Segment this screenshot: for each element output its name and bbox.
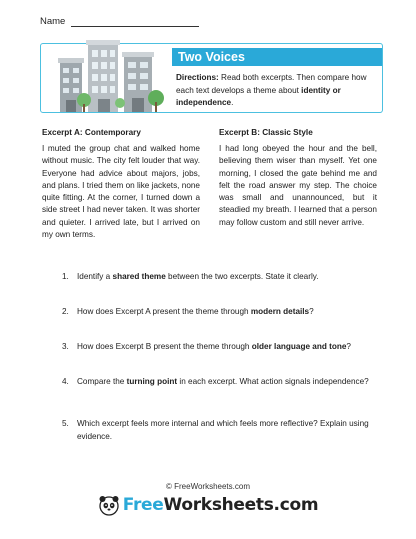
excerpt-a-text: I muted the group chat and walked home without music. The city felt louder that way. Everyone had advice about majors, jobs, and plans. I tried them on like jackets, none quite fitting. At the corner, I turned down a side street I had never taken. It was shorter and quieter. I arrived late, but I arrived on my own terms. bbox=[42, 144, 200, 240]
directions-bold-identity: identity bbox=[301, 85, 331, 95]
directions-text: Read both excerpts. Then compare how each text develops a theme about bbox=[176, 73, 367, 95]
directions-label: Directions: bbox=[176, 73, 219, 82]
question-number: 3. bbox=[62, 342, 69, 351]
question-number: 1. bbox=[62, 272, 69, 281]
excerpt-b-text: I had long obeyed the hour and the bell, believing them wiser than myself. Yet one morning, I closed the gate behind me and felt the road answer my step. The choice was small and unannounced, but it steadied my breath. I learned that a person may follow custom and still never arrive. bbox=[219, 144, 377, 227]
footer-logo bbox=[0, 494, 416, 516]
directions: Directions: Read both excerpts. Then compare how each text develops a theme about identity or independence. bbox=[176, 73, 367, 107]
name-line[interactable] bbox=[71, 17, 199, 27]
question-text: Identify a shared theme between the two excerpts. State it clearly. bbox=[77, 272, 319, 281]
panda-logo-icon bbox=[98, 494, 120, 516]
question-text: Compare the turning point in each excerpt. What action signals independence? bbox=[77, 377, 369, 386]
site-logo-text: FreeWorksheets.com bbox=[122, 495, 319, 515]
excerpt-a-heading: Excerpt A: Contemporary bbox=[42, 128, 141, 137]
question-number: 2. bbox=[62, 307, 69, 316]
name-label: Name bbox=[40, 16, 66, 27]
question-2 bbox=[62, 306, 384, 319]
question-number: 5. bbox=[62, 419, 69, 428]
question-1 bbox=[62, 271, 384, 284]
name-row bbox=[40, 16, 199, 27]
directions-bold-independence: or independence bbox=[176, 85, 341, 107]
footer-url[interactable]: © FreeWorksheets.com bbox=[166, 482, 250, 491]
excerpt-b-heading: Excerpt B: Classic Style bbox=[219, 128, 313, 137]
question-text: How does Excerpt B present the theme through older language and tone? bbox=[77, 342, 351, 351]
question-5 bbox=[62, 418, 384, 443]
question-number: 4. bbox=[62, 377, 69, 386]
question-4 bbox=[62, 376, 384, 389]
question-text: Which excerpt feels more internal and which feels more reflective? Explain using evidence. bbox=[77, 419, 369, 441]
worksheet-title: Two Voices bbox=[172, 48, 382, 66]
question-3 bbox=[62, 341, 384, 354]
city-buildings-illustration bbox=[54, 40, 166, 112]
question-text: How does Excerpt A present the theme through modern details? bbox=[77, 307, 314, 316]
